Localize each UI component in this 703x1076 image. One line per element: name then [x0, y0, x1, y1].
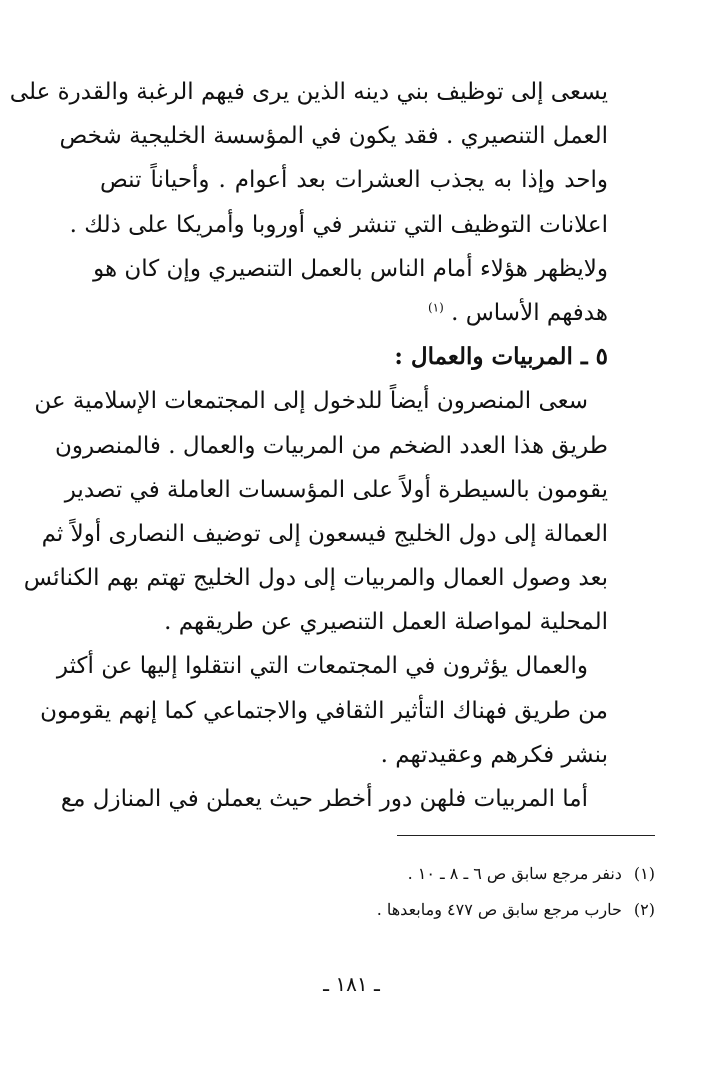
footnote [100, 856, 655, 892]
text-line: العمل التنصيري . فقد يكون في المؤسسة الخليجية شخص [59, 123, 608, 150]
text-line: يقومون بالسيطرة أولاً على المؤسسات العاملة في تصدير [64, 476, 608, 503]
main-text [9, 70, 608, 821]
footnote-text: حارب مرجع سابق ص ٤٧٧ ومابعدها . [376, 900, 622, 919]
text-line: ولايظهر هؤلاء أمام الناس بالعمل التنصيري وإن كان هو [93, 255, 608, 282]
text-line: العمالة إلى دول الخليج فيسعون إلى توضيف النصارى أولاً ثم [41, 520, 608, 547]
text-line: هدفهم الأساس . [451, 299, 608, 326]
text-line: سعى المنصرون أيضاً للدخول إلى المجتمعات الإسلامية عن [34, 388, 588, 415]
footnote [100, 892, 655, 928]
text-line: بعد وصول العمال والمربيات إلى دول الخليج تهتم بهم الكنائس [23, 565, 608, 592]
section-heading: ٥ ـ المربيات والعمال : [394, 343, 608, 371]
text-line-with-footnote [100, 291, 608, 335]
footnote-number: (١) [633, 864, 655, 883]
footnote-text: دنفر مرجع سابق ص ٦ ـ ٨ ـ ١٠ . [407, 864, 622, 883]
text-line: المحلية لمواصلة العمل التنصيري عن طريقهم . [164, 609, 608, 636]
text-line: واحد وإذا به يجذب العشرات بعد أعوام . وأحياناً تنص [100, 167, 608, 194]
text-line: طريق هذا العدد الضخم من المربيات والعمال . فالمنصرون [55, 432, 608, 459]
footnote-divider [397, 835, 655, 836]
text-line: يسعى إلى توظيف بني دينه الذين يرى فيهم الرغبة والقدرة على [9, 79, 608, 105]
text-line: والعمال يؤثرون في المجتمعات التي انتقلوا إليها عن أكثر [56, 653, 588, 680]
footnote-number: (٢) [633, 900, 655, 919]
text-line: من طريق فهناك التأثير الثقافي والاجتماعي كما إنهم يقومون [40, 697, 608, 724]
text-line: اعلانات التوظيف التي تنشر في أوروبا وأمريكا على ذلك . [69, 211, 608, 238]
footnotes [100, 856, 655, 928]
page-number: ـ ١٨١ ـ [323, 972, 380, 996]
text-line: بنشر فكرهم وعقيدتهم . [380, 741, 608, 768]
footnote-reference: (١) [427, 300, 444, 315]
text-line: أما المربيات فلهن دور أخطر حيث يعملن في المنازل مع [60, 786, 588, 812]
